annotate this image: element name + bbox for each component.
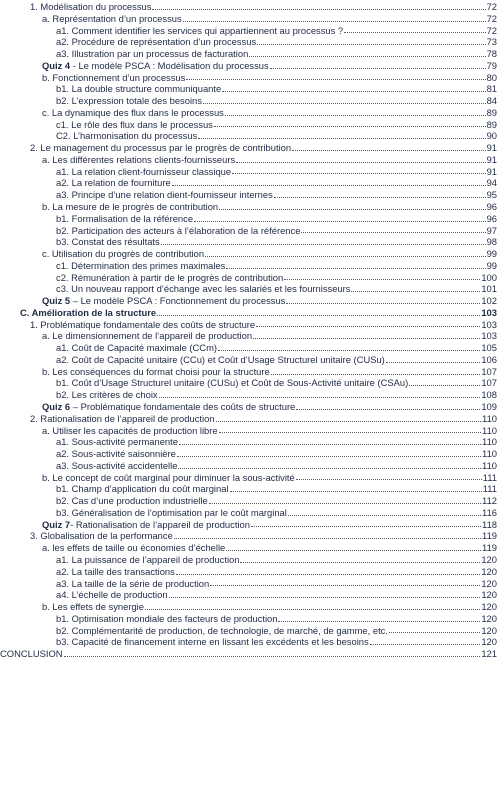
toc-entry[interactable] — [0, 613, 501, 625]
toc-entry-title — [42, 519, 250, 531]
toc-page-number: 91 — [486, 165, 497, 177]
toc-page-number: 110 — [482, 436, 497, 448]
toc-page-number: 103 — [481, 330, 497, 342]
toc-entry-title: a1. Sous-activité permanente — [56, 436, 178, 448]
toc-entry-title: c. Utilisation du progrès de contribution — [42, 248, 205, 260]
toc-page-number: 110 — [482, 459, 497, 471]
toc-entry-title: a. Les différentes relations clients-fournisseurs — [42, 153, 236, 165]
toc-entry[interactable] — [0, 130, 501, 142]
dot-leader — [157, 315, 480, 316]
dot-leader — [209, 503, 481, 504]
toc-entry-title: b. Les effets de synergie — [42, 601, 144, 613]
toc-page-number: 98 — [486, 236, 497, 248]
toc-entry-title: b1. Coût d’Usage Structurel unitaire (CUSu) et Coût de Sous-Activité unitaire (CSAu) — [56, 377, 409, 389]
toc-entry[interactable] — [0, 636, 501, 648]
toc-entry-title: a3. La taille de la série de production — [56, 577, 210, 589]
dot-leader — [270, 68, 486, 69]
toc-entry-title: c3. Un nouveau rapport d’échange avec les salariés et les fournisseurs — [56, 283, 351, 295]
toc-entry-title: a2. La taille des transactions — [56, 565, 175, 577]
toc-entry-title: a1. Comment identifier les services qui appartiennent au processus ? — [56, 24, 344, 36]
dot-leader — [172, 185, 486, 186]
toc-page-number: 100 — [481, 271, 497, 283]
toc-entry[interactable] — [0, 248, 501, 260]
dot-leader — [210, 585, 480, 586]
dot-leader — [219, 209, 485, 210]
toc-entry[interactable] — [0, 413, 501, 425]
toc-page-number: 105 — [481, 342, 497, 354]
toc-entry-title: b2. L’expression totale des besoins — [56, 95, 202, 107]
toc-entry[interactable] — [0, 95, 501, 107]
toc-page-number: 111 — [482, 471, 497, 483]
quiz-title: - Rationalisation de l’appareil de production — [70, 518, 250, 530]
toc-entry[interactable] — [0, 154, 501, 166]
toc-entry-title — [42, 295, 285, 307]
toc-entry-title: b2. Participation des acteurs à l’élaboration de la référence — [56, 224, 301, 236]
toc-page-number: 120 — [481, 636, 497, 648]
toc-entry-title: a. les effets de taille ou économies d’échelle — [42, 542, 226, 554]
toc-entry[interactable] — [0, 578, 501, 590]
dot-leader — [218, 350, 480, 351]
toc-page-number: 101 — [481, 283, 497, 295]
toc-page-number: 97 — [486, 224, 497, 236]
toc-entry[interactable] — [0, 119, 501, 131]
toc-entry-title: 1. Modélisation du processus — [30, 0, 152, 12]
toc-entry[interactable] — [0, 48, 501, 60]
toc-quiz-entry[interactable] — [0, 60, 501, 72]
dot-leader — [174, 538, 481, 539]
toc-entry-title: a1. Coût de Capacité maximale (CCm) — [56, 342, 217, 354]
toc-entry-title — [42, 60, 269, 72]
toc-entry-title: a3. Principe d’une relation dient-fournisseur internes — [56, 189, 273, 201]
toc-entry-title: a2. La relation de fourniture — [56, 177, 171, 189]
toc-page-number: 120 — [481, 612, 497, 624]
dot-leader — [386, 362, 481, 363]
toc-entry[interactable] — [0, 554, 501, 566]
quiz-title: - Le modèle PSCA : Modélisation du processus — [70, 59, 269, 71]
toc-entry[interactable] — [0, 107, 501, 119]
toc-entry-title: a1. La relation client-fournisseur classique — [56, 165, 232, 177]
toc-entry[interactable] — [0, 460, 501, 472]
toc-page-number: 89 — [486, 118, 497, 130]
dot-leader — [389, 632, 480, 633]
toc-entry[interactable] — [0, 319, 501, 331]
toc-entry[interactable] — [0, 260, 501, 272]
toc-entry-title: a2. Sous-activité saisonnière — [56, 448, 176, 460]
toc-entry-title: a3. Illustration par un processus de facturation — [56, 48, 249, 60]
toc-entry[interactable] — [0, 601, 501, 613]
dot-leader — [232, 173, 485, 174]
dot-leader — [249, 56, 485, 57]
toc-entry-title: a3. Sous-activité accidentelle — [56, 459, 178, 471]
toc-page-number: 108 — [481, 389, 497, 401]
toc-entry[interactable] — [0, 213, 501, 225]
toc-entry-title: 2. Le management du processus par le progrès de contribution — [30, 142, 292, 154]
toc-entry-title: b2. Complémentarité de production, de technologie, de marché, de gamme, etc. — [56, 624, 388, 636]
toc-entry[interactable] — [0, 625, 501, 637]
toc-page-number: 116 — [482, 506, 497, 518]
dot-leader — [409, 385, 480, 386]
toc-entry[interactable] — [0, 201, 501, 213]
toc-page-number: 106 — [481, 353, 497, 365]
toc-entry[interactable] — [0, 83, 501, 95]
toc-page-number: 102 — [481, 295, 497, 307]
toc-page-number: 81 — [486, 83, 497, 95]
toc-entry[interactable] — [0, 354, 501, 366]
dot-leader — [194, 221, 486, 222]
dot-leader — [226, 268, 485, 269]
dot-leader — [214, 126, 486, 127]
toc-entry[interactable] — [0, 366, 501, 378]
dot-leader — [169, 597, 481, 598]
toc-page-number: 91 — [486, 153, 497, 165]
toc-entry-title: a2. Coût de Capacité unitaire (CCu) et Coût d’Usage Structurel unitaire (CUSu) — [56, 353, 385, 365]
dot-leader — [296, 409, 480, 410]
dot-leader — [370, 644, 481, 645]
toc-page-number: 79 — [486, 59, 497, 71]
toc-entry-title: b1. Champ d’application du coût marginal — [56, 483, 229, 495]
dot-leader — [278, 621, 480, 622]
toc-page-number: 72 — [486, 24, 497, 36]
toc-page-number: 120 — [481, 577, 497, 589]
toc-entry-title: c1. Le rôle des flux dans le processus — [56, 118, 213, 130]
dot-leader — [64, 656, 481, 657]
toc-entry[interactable] — [0, 342, 501, 354]
toc-entry-title: 2. Rationalisation de l’appareil de production — [30, 412, 215, 424]
toc-entry-title: 3. Globalisation de la performance — [30, 530, 173, 542]
toc-entry-title: 1. Problématique fondamentale des coûts de structure — [30, 318, 256, 330]
toc-entry-title: a. Le dimensionnement de l’appareil de production — [42, 330, 253, 342]
toc-page-number: 103 — [481, 318, 497, 330]
toc-entry[interactable] — [0, 448, 501, 460]
toc-page-number: 96 — [486, 212, 497, 224]
toc-entry-title: a4. L’échelle de production — [56, 589, 168, 601]
dot-leader — [183, 21, 486, 22]
toc-page-number: 78 — [486, 48, 497, 60]
dot-leader — [296, 479, 482, 480]
toc-page-number: 121 — [481, 648, 497, 660]
dot-leader — [159, 397, 481, 398]
toc-entry-title: b. Le concept de coût marginal pour diminuer la sous-activité — [42, 471, 295, 483]
dot-leader — [274, 197, 486, 198]
toc-entry[interactable] — [0, 13, 501, 25]
toc-page-number: 112 — [482, 495, 497, 507]
dot-leader — [236, 162, 485, 163]
toc-entry[interactable] — [0, 177, 501, 189]
toc-entry[interactable] — [0, 542, 501, 554]
toc-page-number: 110 — [482, 424, 497, 436]
toc-entry[interactable] — [0, 507, 501, 519]
toc-entry-title: CONCLUSION — [0, 648, 63, 660]
toc-entry-title: C2. L’harmonisation du processus — [56, 130, 198, 142]
toc-entry-title: a. Représentation d’un processus — [42, 12, 182, 24]
dot-leader — [271, 374, 481, 375]
toc-entry[interactable] — [0, 566, 501, 578]
toc-entry[interactable] — [0, 236, 501, 248]
toc-entry[interactable] — [0, 530, 501, 542]
dot-leader — [216, 421, 482, 422]
toc-page-number: 94 — [486, 177, 497, 189]
dot-leader — [225, 115, 486, 116]
toc-entry-title — [42, 401, 295, 413]
toc-entry[interactable] — [0, 1, 501, 13]
toc-entry-title: C. Amélioration de la structure — [20, 306, 157, 318]
dot-leader — [230, 491, 482, 492]
dot-leader — [186, 79, 485, 80]
dot-leader — [219, 432, 481, 433]
toc-entry[interactable] — [0, 272, 501, 284]
dot-leader — [292, 150, 485, 151]
toc-entry-title: b2. Les critères de choix — [56, 389, 158, 401]
toc-entry[interactable] — [0, 378, 501, 390]
toc-page-number: 72 — [486, 12, 497, 24]
toc-entry-title: b1. Optimisation mondiale des facteurs de production — [56, 612, 278, 624]
toc-entry-title: b. Les conséquences du format choisi pour la structure — [42, 365, 270, 377]
quiz-label: Quiz 5 — [42, 295, 71, 307]
toc-entry[interactable] — [0, 25, 501, 37]
toc-page-number: 99 — [486, 259, 497, 271]
dot-leader — [145, 609, 480, 610]
dot-leader — [198, 138, 485, 139]
toc-entry-title: b. Fonctionnement d’un processus — [42, 71, 186, 83]
toc-entry[interactable] — [0, 225, 501, 237]
toc-page-number: 120 — [481, 601, 497, 613]
toc-entry-title: a2. Procédure de représentation d’un processus — [56, 36, 257, 48]
toc-page-number: 109 — [481, 401, 497, 413]
dot-leader — [240, 562, 480, 563]
toc-entry-title: a. Utiliser les capacités de production libre — [42, 424, 218, 436]
toc-page-number: 119 — [482, 542, 497, 554]
dot-leader — [178, 468, 481, 469]
dot-leader — [288, 515, 481, 516]
toc-page-number: 103 — [481, 306, 497, 318]
toc-entry[interactable] — [0, 389, 501, 401]
dot-leader — [205, 256, 485, 257]
toc-quiz-entry[interactable] — [0, 401, 501, 413]
toc-entry[interactable] — [0, 189, 501, 201]
dot-leader — [301, 232, 485, 233]
toc-entry[interactable] — [0, 72, 501, 84]
toc-page-number: 80 — [486, 71, 497, 83]
toc-page-number: 110 — [482, 412, 497, 424]
toc-page-number: 89 — [486, 106, 497, 118]
quiz-label: Quiz 4 — [42, 59, 71, 71]
dot-leader — [226, 550, 481, 551]
toc-entry-title: c1. Détermination des primes maximales — [56, 259, 226, 271]
dot-leader — [161, 244, 486, 245]
quiz-label: Quiz 6 — [42, 401, 71, 413]
dot-leader — [203, 103, 486, 104]
dot-leader — [251, 526, 481, 527]
toc-entry[interactable] — [0, 495, 501, 507]
toc-page-number: 119 — [482, 530, 497, 542]
toc-entry-title: c2. Rémunération à partir de le progrès de contribution — [56, 271, 284, 283]
dot-leader — [351, 291, 480, 292]
toc-entry[interactable] — [0, 283, 501, 295]
toc-section-heading[interactable] — [0, 307, 501, 319]
toc-page-number: 118 — [482, 518, 497, 530]
quiz-title: – Le modèle PSCA : Fonctionnement du processus — [70, 295, 286, 307]
toc-entry[interactable] — [0, 436, 501, 448]
dot-leader — [176, 574, 481, 575]
toc-page-number: 110 — [482, 448, 497, 460]
toc-entry-title: b2. Cas d’une production industrielle — [56, 495, 208, 507]
toc-page-number: 96 — [486, 201, 497, 212]
toc-page-number: 120 — [481, 565, 497, 577]
quiz-label: Quiz 7 — [42, 518, 71, 530]
toc-page-number: 120 — [481, 624, 497, 636]
toc-entry-title: b1. La double structure communiquante — [56, 83, 222, 95]
dot-leader — [179, 444, 481, 445]
toc-entry[interactable] — [0, 483, 501, 495]
dot-leader — [222, 91, 485, 92]
toc-page-number: 91 — [486, 142, 497, 154]
toc-quiz-entry[interactable] — [0, 295, 501, 307]
toc-page-number: 84 — [486, 95, 497, 107]
toc-entry-title: a1. La puissance de l’appareil de production — [56, 553, 240, 565]
toc-entry[interactable] — [0, 648, 501, 660]
toc-entry[interactable] — [0, 425, 501, 437]
toc-entry-title: c. La dynamique des flux dans le processus — [42, 106, 224, 118]
toc-page-number: 120 — [481, 589, 497, 601]
toc-page-number: 95 — [486, 189, 497, 201]
dot-leader — [152, 9, 485, 10]
toc-page-number: 120 — [481, 553, 497, 565]
toc-entry[interactable] — [0, 166, 501, 178]
toc-entry-title: b3. Constat des résultats — [56, 236, 160, 248]
toc-page-number: 107 — [481, 365, 497, 377]
toc-entry-title: b3. Généralisation de l’optimisation par le coût marginal — [56, 506, 287, 518]
dot-leader — [257, 44, 485, 45]
dot-leader — [253, 338, 480, 339]
toc-entry[interactable] — [0, 36, 501, 48]
toc-entry-title: b. La mesure de le progrès de contribution — [42, 201, 219, 212]
toc-page-number: 90 — [486, 130, 497, 142]
dot-leader — [177, 456, 481, 457]
toc-entry[interactable] — [0, 142, 501, 154]
dot-leader — [286, 303, 480, 304]
toc-quiz-entry[interactable] — [0, 519, 501, 531]
toc-page-number: 107 — [481, 377, 497, 389]
toc-entry[interactable] — [0, 589, 501, 601]
toc-page-number: 72 — [486, 0, 497, 12]
dot-leader — [284, 279, 480, 280]
toc-page-number: 99 — [486, 248, 497, 260]
toc-entry[interactable] — [0, 330, 501, 342]
toc-entry-title: b1. Formalisation de la référence — [56, 212, 194, 224]
toc-entry-title: b3. Capacité de financement interne en lissant les excédents et les besoins — [56, 636, 369, 648]
toc-entry[interactable] — [0, 472, 501, 484]
toc-page-number: 73 — [486, 36, 497, 48]
quiz-title: – Problématique fondamentale des coûts de structure — [70, 401, 296, 413]
toc-page-number: 111 — [482, 483, 497, 495]
dot-leader — [344, 32, 485, 33]
dot-leader — [256, 326, 480, 327]
